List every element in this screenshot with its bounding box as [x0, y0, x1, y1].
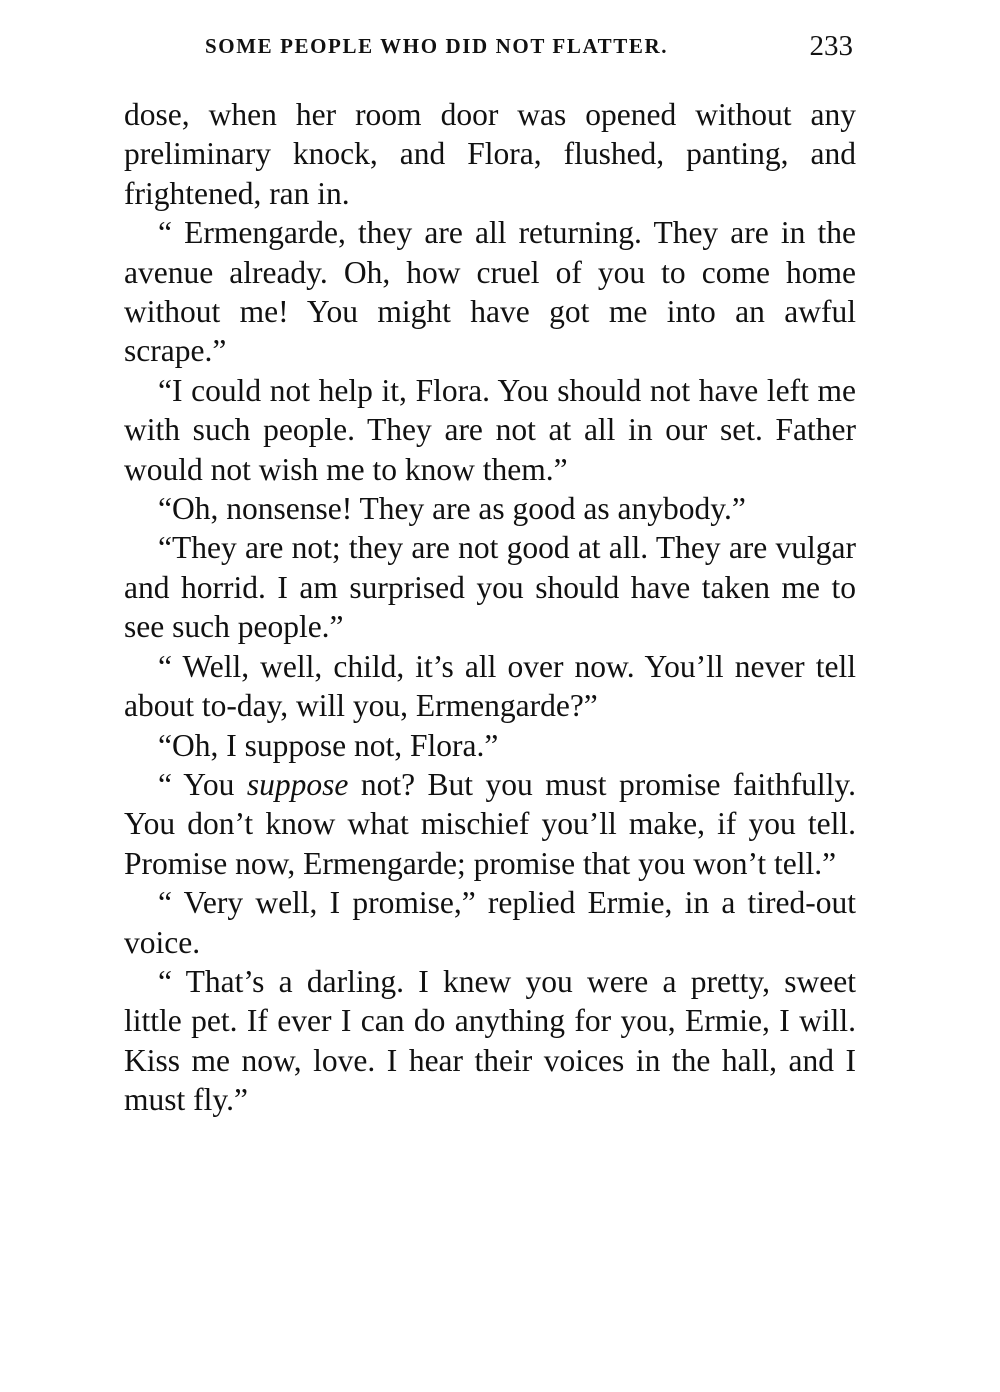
paragraph-continuation: dose, when her room door was opened without any preliminary knock, and Flora, flushed, panting, and frightened, ran in.: [124, 97, 856, 211]
paragraph-dialogue: “ That’s a darling. I knew you were a pretty, sweet little pet. If ever I can do anything for you, Ermie, I will. Kiss me now, love. I hear their voices in the hall, and I must fly.”: [124, 963, 856, 1118]
paragraph-dialogue: “They are not; they are not good at all. They are vulgar and horrid. I am surprised you should have taken me to see such people.”: [124, 530, 856, 645]
paragraph-dialogue: [124, 765, 856, 883]
paragraph-dialogue: “ Very well, I promise,” replied Ermie, in a tired-out voice.: [124, 885, 856, 960]
paragraph-dialogue: “ Ermengarde, they are all returning. They are in the avenue already. Oh, how cruel of you to come home without me! You might have got me into an awful scrape.”: [124, 215, 856, 369]
paragraph-dialogue: “Oh, I suppose not, Flora.”: [158, 727, 499, 763]
paragraph-dialogue: “ Well, well, child, it’s all over now. You’ll never tell about to-day, will you, Ermengarde?”: [124, 648, 856, 724]
page-number: 233: [809, 30, 853, 62]
italic-emphasis: suppose: [246, 766, 349, 802]
paragraph-dialogue: “Oh, nonsense! They are as good as anybody.”: [158, 491, 746, 527]
running-head: [205, 32, 855, 68]
paragraph-dialogue: “I could not help it, Flora. You should not have left me with such people. They are not at all in our set. Father would not wish me to know them.”: [124, 372, 856, 487]
text-run: not? But you must promise faithfully. You don’t know what mischief you’ll make, if you tell. Promise now, Ermengarde; promise that you won’t tell.”: [124, 766, 856, 881]
body-text: [124, 95, 856, 1120]
text-run: “ You: [158, 766, 247, 802]
running-title: SOME PEOPLE WHO DID NOT FLATTER.: [205, 34, 669, 58]
